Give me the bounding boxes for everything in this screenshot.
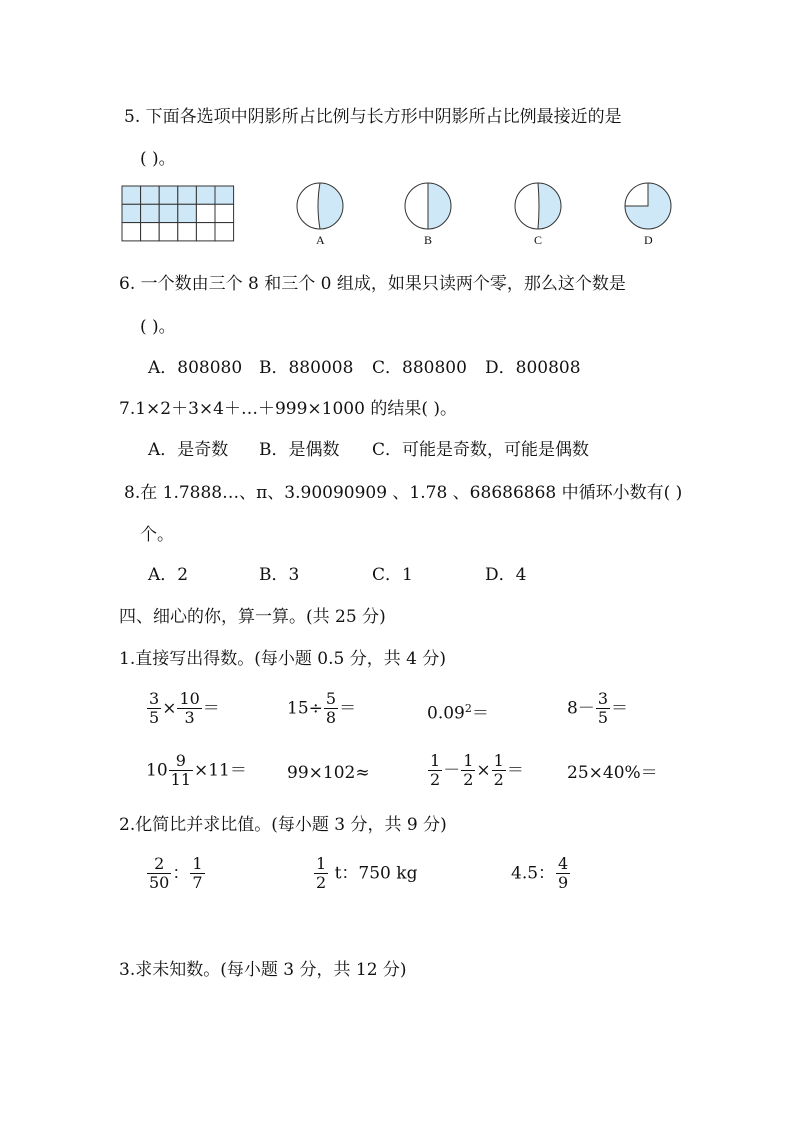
- grid-cell: [159, 186, 178, 204]
- q8-option-a: A．2: [148, 565, 189, 585]
- ratio-c: 4.5： $\frac{4}{9}$: [511, 854, 569, 893]
- q7-option-b: B．是偶数: [259, 440, 340, 460]
- choice-b-circle: [405, 183, 451, 229]
- grid-cell: [141, 186, 160, 204]
- choice-b-label: B: [424, 233, 433, 247]
- calc-1d: 8－ $\frac{3}{5}$ ＝: [567, 689, 629, 728]
- calc-2b: 99×102≈: [287, 763, 370, 783]
- q6-option-a: A．808080: [148, 358, 243, 378]
- grid-cell: [196, 204, 215, 222]
- calc-2d: 25×40%＝: [567, 763, 658, 783]
- q8-text: 8.在 1.7888…、π、3.90090909 、1.78 、68686868 中循环小数有( ): [124, 483, 683, 503]
- calc-1c: $0.09^2=$: [427, 702, 489, 724]
- grid-cell: [122, 223, 141, 241]
- q6-text: 6. 一个数由三个 8 和三个 0 组成，如果只读两个零，那么这个数是: [119, 274, 626, 294]
- grid-cell: [178, 186, 197, 204]
- grid-cell: [141, 223, 160, 241]
- part-3-title: 3.求未知数。(每小题 3 分，共 12 分): [119, 960, 407, 980]
- q8-option-d: D．4: [485, 565, 527, 585]
- grid-cell: [122, 204, 141, 222]
- choice-a-label: A: [316, 233, 325, 247]
- part-1-title: 1.直接写出得数。(每小题 0.5 分，共 4 分): [119, 649, 446, 669]
- grid-cell: [178, 204, 197, 222]
- choice-c-circle: [515, 183, 561, 229]
- ratio-b: $\frac{1}{2}$ t：750 kg: [316, 854, 418, 893]
- q5-figures: [0, 0, 794, 260]
- calc-2a: 10 $\frac{9}{11}$ ×11＝: [146, 751, 247, 790]
- calc-2c: $\frac{1}{2}$ － $\frac{1}{2}$ × $\frac{1}{2}$ ＝: [430, 751, 524, 790]
- section-4-title: 四、细心的你，算一算。(共 25 分): [119, 607, 386, 627]
- ratio-a: $\frac{2}{50}$ ： $\frac{1}{7}$: [149, 854, 203, 893]
- shaded-grid-rectangle: [122, 186, 234, 241]
- calc-1b: 15÷ $\frac{5}{8}$ ＝: [287, 689, 357, 728]
- choice-c-label: C: [534, 233, 543, 247]
- grid-cell: [141, 204, 160, 222]
- q8-text-continued: 个。: [140, 525, 174, 545]
- grid-cell: [196, 223, 215, 241]
- choice-d-circle: [625, 183, 671, 229]
- q8-option-b: B．3: [259, 565, 300, 585]
- q8-option-c: C．1: [372, 565, 413, 585]
- grid-cell: [215, 204, 234, 222]
- grid-cell: [196, 186, 215, 204]
- part-2-title: 2.化简比并求比值。(每小题 3 分，共 9 分): [119, 815, 447, 835]
- q6-answer-paren: ( )。: [140, 317, 176, 337]
- q5-text: 5. 下面各选项中阴影所占比例与长方形中阴影所占比例最接近的是: [124, 107, 622, 127]
- grid-cell: [215, 223, 234, 241]
- grid-cell: [122, 186, 141, 204]
- grid-cell: [159, 204, 178, 222]
- grid-cell: [215, 186, 234, 204]
- q7-option-a: A．是奇数: [148, 440, 229, 460]
- grid-cell: [159, 223, 178, 241]
- choice-a-circle: [297, 183, 343, 229]
- calc-1a: $\frac{3}{5}$ × $\frac{10}{3}$ ＝: [149, 689, 220, 728]
- q6-option-d: D．800808: [485, 358, 581, 378]
- q6-option-b: B．880008: [259, 358, 354, 378]
- q6-option-c: C．880800: [372, 358, 467, 378]
- q7-option-c: C．可能是奇数，可能是偶数: [372, 440, 590, 460]
- choice-d-label: D: [644, 233, 653, 247]
- q7-text: 7.1×2＋3×4＋…＋999×1000 的结果( )。: [119, 399, 457, 419]
- grid-cell: [178, 223, 197, 241]
- q5-answer-paren: ( )。: [140, 149, 176, 169]
